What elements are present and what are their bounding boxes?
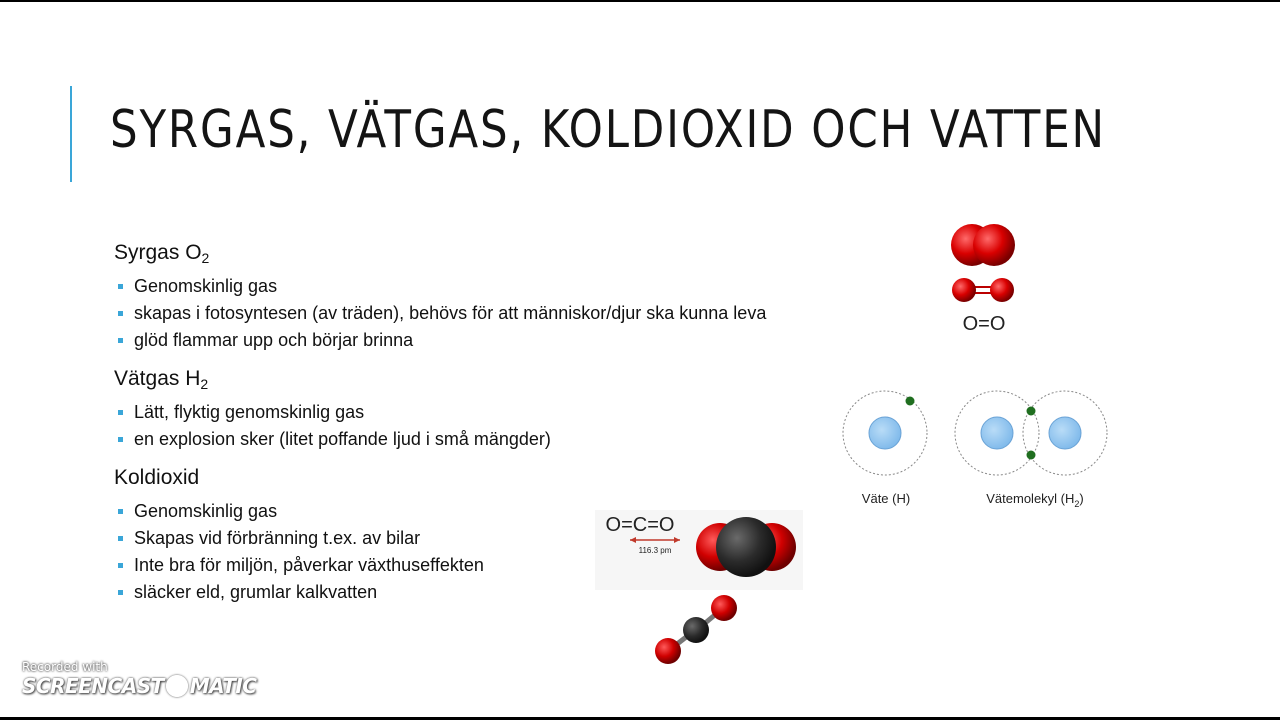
hydrogen-molecule-diagram: [955, 391, 1107, 475]
watermark-logo: SCREENCAST MATIC: [22, 674, 257, 698]
slide-title: SYRGAS, VÄTGAS, KOLDIOXID OCH VATTEN: [110, 100, 1106, 160]
hydrogen-atom-diagram: [843, 391, 927, 475]
co2-spacefill-model: [696, 517, 796, 577]
co2-formula: O=C=O: [605, 514, 675, 536]
oxygen-spacefill-model: [951, 224, 1015, 266]
section-heading-carbon-dioxide: Koldioxid: [114, 466, 200, 489]
co2-ball-stick-model: [655, 595, 737, 664]
bullet-list-oxygen: [114, 273, 894, 354]
watermark-record-icon: [166, 675, 188, 697]
bullet-item: Inte bra för miljön, påverkar växthuseffekten: [114, 552, 894, 579]
carbon-dioxide-figure: [590, 505, 810, 670]
hydrogen-molecule-label: Vätemolekyl $(H_2)$: [986, 491, 1084, 509]
bullet-item: Genomskinlig gas: [114, 498, 894, 525]
oxygen-ball-stick-model: [952, 278, 1014, 302]
bullet-list-hydrogen: [114, 399, 894, 453]
bullet-item: skapas i fotosyntesen (av träden), behövs för att människor/djur ska kunna leva: [114, 300, 894, 327]
title-accent-bar: [70, 86, 72, 182]
section-heading-hydrogen: Vätgas $H_2$: [114, 367, 209, 392]
bullet-item: en explosion sker (litet poffande ljud i små mängder): [114, 426, 894, 453]
bullet-item: släcker eld, grumlar kalkvatten: [114, 579, 894, 606]
watermark-recorded-with: Recorded with: [22, 660, 108, 674]
bullet-item: glöd flammar upp och börjar brinna: [114, 327, 894, 354]
bullet-item: Genomskinlig gas: [114, 273, 894, 300]
co2-bond-length: 116.3 pm: [638, 546, 672, 555]
oxygen-molecule-figure: [940, 215, 1030, 340]
section-heading-oxygen: Syrgas $O_2$: [114, 241, 210, 266]
oxygen-formula: O=O: [962, 313, 1006, 335]
bullet-item: Skapas vid förbränning t.ex. av bilar: [114, 525, 894, 552]
hydrogen-figure: [835, 385, 1125, 515]
section-hydrogen: [114, 364, 894, 453]
section-oxygen: [114, 238, 894, 354]
screencast-watermark: [22, 660, 256, 698]
bullet-item: Lätt, flyktig genomskinlig gas: [114, 399, 894, 426]
top-border: [0, 0, 1280, 2]
hydrogen-atom-label: Väte (H): [861, 491, 911, 506]
